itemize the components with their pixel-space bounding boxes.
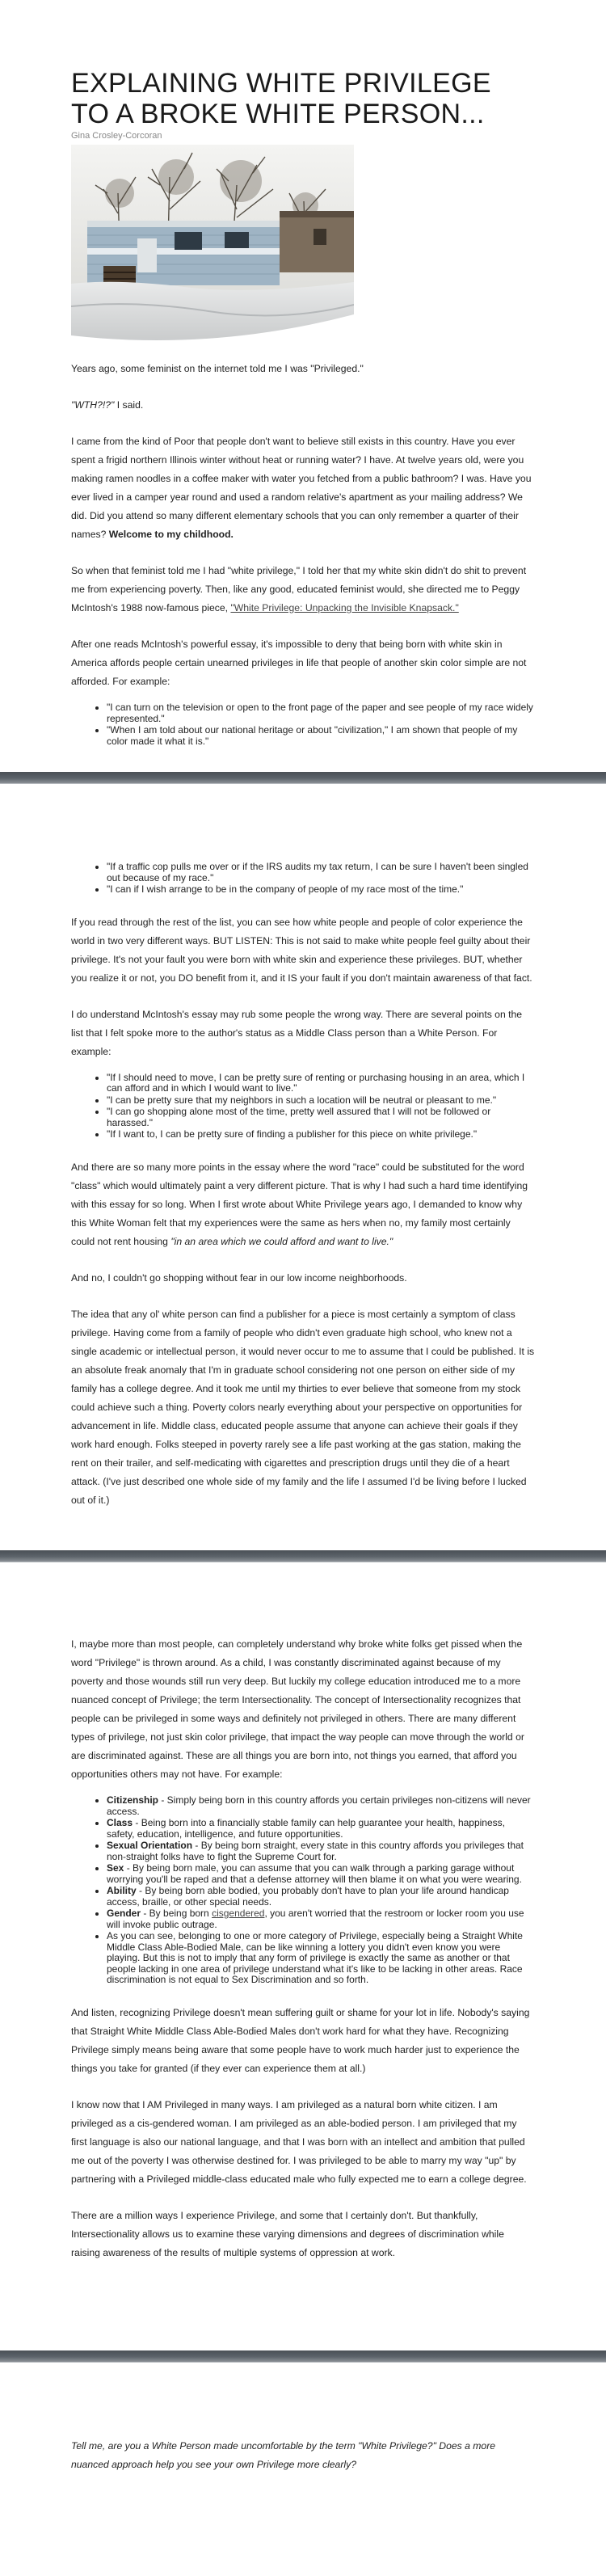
list-term: Sex [107, 1862, 124, 1874]
paragraph: I do understand McIntosh's essay may rub some people the wrong way. There are several points on the list that I felt spoke more to the author's status as a Middle Class person than a White Person. For example: [71, 1008, 523, 1057]
knapsack-link[interactable]: "White Privilege: Unpacking the Invisible Knapsack." [230, 602, 459, 613]
list-item [107, 1818, 535, 1840]
paragraph [71, 396, 535, 415]
article-title: EXPLAINING WHITE PRIVILEGE TO A BROKE WHITE PERSON... [71, 68, 491, 129]
paragraph: If you read through the rest of the list, you can see how white people and people of color experience the world in two very different ways. BUT LISTEN: This is not said to make white people feel guilty about their privilege. It's not your fault you were born with white skin and experience these privileges. BUT, whether you realize it or not, you DO benefit from it, and it IS your fault if you don't maintain awareness of that fact. [71, 916, 532, 984]
list-term: Class [107, 1817, 133, 1828]
list-item [107, 1863, 535, 1885]
list-term: Citizenship [107, 1794, 159, 1806]
list-term: Gender [107, 1908, 141, 1919]
list-term: Ability [107, 1885, 137, 1896]
paragraph: There are a million ways I experience Privilege, and some that I certainly don't. But thankfully, Intersectionality allows us to examine these varying dimensions and degrees of discrimination while raising awareness of the results of multiple systems of oppression at work. [71, 2209, 504, 2258]
paragraph-text: So when that feminist told me I had "white privilege," I told her that my white skin didn't do shit to prevent me from experiencing poverty. Then, like any good, educated feminist would, she directed me to Peggy McIntosh's 1988 now-famous piece, [71, 565, 527, 613]
list-text: - By being born male, you can assume that you can walk through a parking garage without worrying you'll be raped and that a defense attorney will then blame it on what you were wearing. [107, 1862, 522, 1885]
cisgendered-link[interactable]: cisgendered [212, 1908, 265, 1919]
list-item [107, 1886, 535, 1908]
list-term: Sexual Orientation [107, 1840, 193, 1851]
page-separator [0, 2350, 606, 2363]
list-text: - By being born straight, every state in this country affords you privileges that non-straight folks have to fight the Supreme Court for. [107, 1840, 524, 1862]
paragraph-text: I said. [114, 399, 144, 411]
list-item [107, 1931, 535, 1986]
exclamation: "WTH?!?" [71, 399, 115, 411]
list-item: • "I can if I wish arrange to be in the company of people of my race most of the time." [107, 884, 535, 896]
class-privilege-list [71, 1073, 535, 1140]
list-item [107, 1840, 535, 1862]
paragraph [71, 1158, 535, 1251]
intersectionality-list [71, 1795, 535, 1986]
list-text: - By being born able bodied, you probably don't have to plan your life around handicap access, braille, or other special needs. [107, 1885, 509, 1908]
article-author: Gina Crosley-Corcoran [71, 131, 162, 141]
page-4 [0, 2363, 606, 2565]
list-item: • "When I am told about our national heritage or about "civilization," I am shown that people of my color made it what it is." [107, 725, 535, 747]
paragraph: I, maybe more than most people, can completely understand why broke white folks get pissed when the word "Privilege" is thrown around. As a child, I was constantly discriminated against because of my poverty and those wounds still run very deep. But luckily my college education introduced me to a more nuanced concept of Privilege; the term Intersectionality. The concept of Intersectionality recognizes that people can be privileged in some ways and definitely not privileged in others. There are many different types of privilege, not just skin color privilege, that impact the way people can move through the world or are discriminated against. These are all things you are born into, not things you earned, that afford you opportunities others may not have. For example: [71, 1638, 524, 1780]
page-1 [0, 0, 606, 772]
list-text: - By being born [141, 1908, 213, 1919]
privilege-list [71, 702, 535, 747]
list-item: • "I can go shopping alone most of the time, pretty well assured that I will not be followed or harassed." [107, 1107, 535, 1128]
paragraph: And listen, recognizing Privilege doesn't mean suffering guilt or shame for your lot in life. Nobody's saying that Straight White Middle Class Able-Bodied Males don't work hard for what they have. Recognizing Privilege simply means being aware that some people have to work much harder just to experience the things you take for granted (if they ever can experience them at all.) [71, 2006, 530, 2074]
page-2 [0, 784, 606, 1550]
list-item: • "If a traffic cop pulls me over or if the IRS audits my tax return, I can be sure I haven't been singled out because of my race." [107, 862, 535, 883]
list-item: • "I can be pretty sure that my neighbors in such a location will be neutral or pleasant to me." [107, 1095, 535, 1107]
paragraph [71, 562, 535, 618]
list-text: , you aren't worried that the restroom or locker room you use will invoke public outrage. [107, 1908, 524, 1930]
list-item: • "If I should need to move, I can be pretty sure of renting or purchasing housing in an area, which I can afford and in which I would want to live." [107, 1073, 535, 1094]
list-item: • "I can turn on the television or open to the front page of the paper and see people of my race widely represented." [107, 702, 535, 724]
paragraph-text: And there are so many more points in the essay where the word "race" could be substituted for the word "class" which would ultimately paint a very different picture. That is why I had such a hard time identifying with this essay for so long. When I first wrote about White Privilege years ago, I demanded to know why this White Woman felt that my experiences were the same as hers when no, my family most certainly could not rent housing [71, 1161, 528, 1247]
list-item [107, 1795, 535, 1817]
page-3 [0, 1562, 606, 2350]
italic-quote: "in an area which we could afford and want to live." [170, 1235, 393, 1247]
trailer-photo [71, 145, 354, 342]
paragraph [71, 432, 535, 544]
page-separator [0, 1550, 606, 1562]
paragraph: After one reads McIntosh's powerful essay, it's impossible to deny that being born with white skin in America affords people certain unearned privileges in life that people of another skin color simple are not afforded. For example: [71, 639, 527, 687]
page-separator [0, 772, 606, 784]
list-item: • "If I want to, I can be pretty sure of finding a publisher for this piece on white privilege." [107, 1129, 535, 1140]
paragraph: Years ago, some feminist on the internet told me I was "Privileged." [71, 363, 364, 374]
list-text: As you can see, belonging to one or more category of Privilege, especially being a Straight White Middle Class Able-Bodied Male, can be like winning a lottery you didn't even know you were playing. But this is not to imply that any form of privilege is exactly the same as another or that people lacking in one area of privilege understand what it's like to be lacking in other areas. Race discrimination is not equal to Sex Discrimination and so forth. [107, 1930, 523, 1985]
paragraph: And no, I couldn't go shopping without fear in our low income neighborhoods. [71, 1271, 407, 1284]
bold-phrase: Welcome to my childhood. [108, 529, 234, 540]
list-text: - Being born into a financially stable family can help guarantee your health, happiness, safety, education, intelligence, and future opportunities. [107, 1817, 505, 1840]
closing-question: Tell me, are you a White Person made uncomfortable by the term "White Privilege?" Does a more nuanced approach help you see your own Privilege more clearly? [71, 2440, 496, 2470]
paragraph: The idea that any ol' white person can find a publisher for a piece is most certainly a symptom of class privilege. Having come from a family of people who didn't even graduate high school, who knew not a single academic or intellectual person, it would never occur to me to assume that I could be published. It is an absolute freak anomaly that I'm in graduate school considering not one person on either side of my family has a college degree. And it took me until my thirties to ever believe that someone from my stock could achieve such a thing. Poverty colors nearly everything about your perspective on opportunities for advancement in life. Middle class, educated people assume that anyone can achieve their goals if they work hard enough. Folks steeped in poverty rarely see a life past working at the gas station, making the rent on their trailer, and self-medicating with cigarettes and prescription drugs until they die of a heart attack. (I've just described one whole side of my family and the life I assumed I'd be living before I lucked out of it.) [71, 1308, 535, 1506]
list-item [107, 1908, 535, 1930]
paragraph-text: I came from the kind of Poor that people don't want to believe still exists in this country. Have you ever spent a frigid northern Illinois winter without heat or running water? I have. At twelve years old, were you making ramen noodles in a coffee maker with water you fetched from a public bathroom? I was. Have you ever lived in a camper year round and used a random relative's apartment as your mailing address? We did. Did you attend so many different elementary schools that you can only remember a quarter of their names? [71, 436, 532, 540]
privilege-list [71, 862, 535, 896]
list-text: - Simply being born in this country affords you certain privileges non-citizens will never access. [107, 1794, 531, 1817]
paragraph: I know now that I AM Privileged in many ways. I am privileged as a natural born white citizen. I am privileged as a cis-gendered woman. I am privileged as an able-bodied person. I am privileged that my first language is also our national language, and that I was born with an intellect and ambition that pulled me out of the poverty I was otherwise destined for. I was privileged to be able to marry my way "up" by partnering with a Privileged middle-class educated male who fully expected me to earn a college degree. [71, 2098, 527, 2185]
